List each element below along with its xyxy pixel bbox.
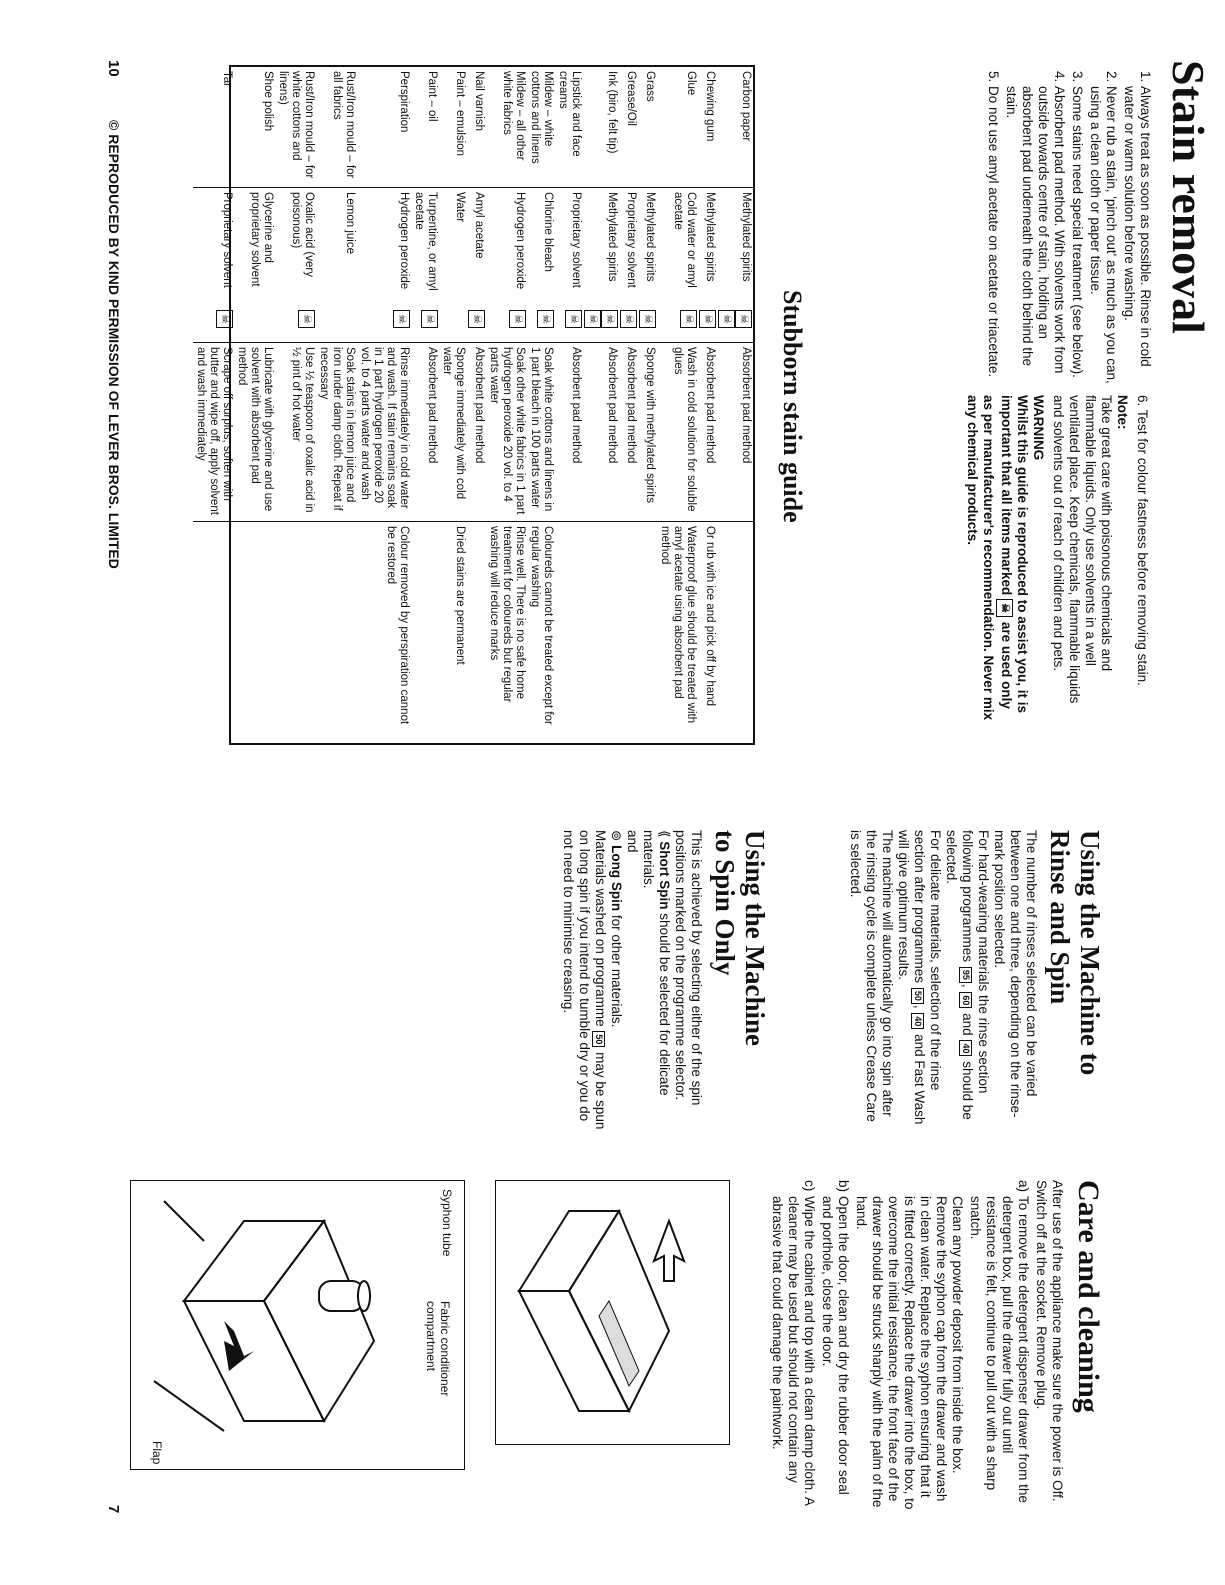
poison-skull-icon: ☠ xyxy=(537,310,554,328)
poison-skull-icon: ☠ xyxy=(421,310,438,328)
care-text: To remove the detergent dispenser drawer from the detergent box, pull the drawer fully out until resistance is felt, continue to pull out with a sharp snatch. xyxy=(968,1196,1031,1503)
poison-skull-icon: ☠ xyxy=(216,310,233,328)
stain-cell: Shoe polish xyxy=(234,67,275,188)
hazard-cell xyxy=(275,308,316,343)
stain-removal-section xyxy=(1163,60,1213,760)
note-cell xyxy=(619,522,638,744)
stain-cell: Perspiration xyxy=(357,67,411,188)
prog-60-icon: 60 xyxy=(959,992,972,1008)
note-cell xyxy=(275,522,316,744)
hazard-cell xyxy=(657,308,698,343)
prog-50-icon: 50 xyxy=(592,1031,605,1047)
hazard-cell xyxy=(193,308,234,343)
hazard-cell xyxy=(411,308,439,343)
stain-cell: Lipstick and face creams xyxy=(555,67,583,188)
poison-skull-icon: ☠ xyxy=(680,310,697,328)
method-cell: Wash in cold solution for soluble glues xyxy=(657,343,698,522)
stain-cell: Paint – oil xyxy=(411,67,439,188)
page-number-left: 10 xyxy=(105,60,122,77)
hazard-cell xyxy=(638,308,657,343)
spin-and: and xyxy=(625,830,640,853)
poison-skull-icon: ☠ xyxy=(468,310,485,328)
prog-95-icon: 95 xyxy=(959,967,972,983)
table-row xyxy=(619,67,638,743)
table-row xyxy=(411,67,439,743)
list-item: 2. Never rub a stain, 'pinch out' as much as you can, using a clean cloth or paper tissue. xyxy=(1087,86,1119,386)
rinse-spin-section: Using the Machine to Rinse and Spin The number of rinses selected can be varied between one and three, depending on the rinse-mark position selected. For hard-wearing materials the rinse section following programmes 95, 60 and 40 should be selected. For delicate materials, selection of the rinse section after programmes 50, 40 and Fast Wash will give optimum results. The machine will automatically go into spin after the rinsing cycle is complete unless Crease Care is selected. xyxy=(847,830,1105,1130)
page-number-right: 7 xyxy=(105,1505,122,1514)
note-cell: Dried stains are permanent xyxy=(454,526,466,665)
care-text: Clean any powder deposit from inside the box. Remove the syphon cap from the drawer and wash in clean water. Replace the syphon ensuring that it is fitted correctly. Replace the drawer into the box, to overcome the initial resistance, the front face of the drawer should be struck sharply with the palm of the hand. xyxy=(854,1196,965,1510)
method-cell: Sponge with methylated spirits xyxy=(638,343,657,522)
method-cell: Sponge immediately with cold water xyxy=(439,343,467,522)
stain-cell: Grass xyxy=(638,67,657,188)
table-row xyxy=(357,67,411,743)
short-spin-text: should be selected for delicate materials. xyxy=(641,830,672,1096)
hazard-cell xyxy=(583,308,619,343)
stain-cell: Mildew – white cottons and linens xyxy=(527,67,555,188)
drawer-diagram xyxy=(495,1180,730,1445)
solvent-cell: Turpentine, or amyl acetate xyxy=(413,192,438,291)
stain-cell: Nail varnish xyxy=(467,67,486,188)
stain-cell: Ink (biro, felt tip) xyxy=(583,67,619,188)
table-row xyxy=(527,67,555,743)
table-row xyxy=(467,67,486,743)
care-title: Care and cleaning xyxy=(1072,1180,1105,1413)
hazard-cell xyxy=(619,308,638,343)
care-letter xyxy=(853,1180,965,1196)
method-cell: Scrape off surplus, soften with butter and wipe off, apply solvent and wash immediately xyxy=(193,343,234,522)
long-spin-text: for other materials. xyxy=(609,914,624,1028)
method-cell: Lubricate with glycerine and use solvent with absorbent pad method xyxy=(234,343,275,522)
solvent-cell: Chlorine bleach xyxy=(542,192,554,272)
hazard-cell xyxy=(234,308,275,343)
spin-only-section xyxy=(560,830,770,1130)
spin-p4b: may be spun on long spin if you intend to tumble dry or you do not need to minimise creasing. xyxy=(561,830,608,1130)
poison-skull-icon: ☠ xyxy=(735,310,752,328)
poison-skull-icon: ☠ xyxy=(620,310,637,328)
table-row xyxy=(486,67,527,743)
method-cell: Absorbent pad method xyxy=(411,343,439,522)
table-row xyxy=(275,67,316,743)
hazard-cell xyxy=(316,308,357,343)
method-cell: Absorbent pad method xyxy=(467,343,486,522)
stain-removal-title: Stain removal xyxy=(1163,60,1214,334)
poison-skull-icon: ☠ xyxy=(601,310,618,328)
stain-cell: Mildew – all other white fabrics xyxy=(486,67,527,188)
hazard-cell xyxy=(717,308,753,343)
method-cell: Absorbent pad method xyxy=(717,343,753,522)
poison-skull-icon: ☠ xyxy=(509,310,526,328)
solvent-cell: Hydrogen peroxide xyxy=(514,192,526,290)
long-spin-icon: ⊚ xyxy=(609,830,624,842)
solvent-cell: Glycerine and proprietary solvent xyxy=(249,192,274,287)
poison-skull-icon: ☠ xyxy=(996,599,1013,617)
note-cell: Coloureds cannot be treated except for regular washing xyxy=(529,526,554,725)
hazard-cell xyxy=(527,308,555,343)
stain-cell: Rust/Iron mould – for white cottons and linens) xyxy=(275,67,316,188)
stain-cell: Paint – emulsion xyxy=(439,67,467,188)
list-item: 4. Absorbent pad method. With solvents work from outside towards centre of stain, holding an absorbent pad underneath the cloth behind the stain. xyxy=(1003,86,1067,386)
stain-cell: Carbon paper xyxy=(717,67,753,188)
method-cell: Absorbent pad method xyxy=(555,343,583,522)
fabric-label: Fabric conditioner compartment xyxy=(424,1301,452,1397)
drawer-illustration xyxy=(497,1181,729,1443)
solvent-cell: Hydrogen peroxide xyxy=(398,192,410,290)
solvent-cell: Oxalic acid (very poisonous) xyxy=(290,192,315,277)
solvent-cell: Proprietary solvent xyxy=(625,192,637,288)
note-cell xyxy=(638,522,657,744)
poison-skull-icon: ☠ xyxy=(639,310,656,328)
note-text: Take great care with poisonous chemicals and flammable liquids. Only use solvents in a well ventilated place. Keep chemicals, flammable liquids and solvents out of reach of children and pets. xyxy=(1051,395,1114,704)
rinse-title-2: Rinse and Spin xyxy=(1045,830,1075,1005)
stain-cell: Rust/Iron mould – for all fabrics xyxy=(316,67,357,188)
method-cell: Soak other white fabrics in 1 part hydrogen peroxide 20 vol. to 4 parts water xyxy=(486,343,527,522)
stain-cell: Grease/Oil xyxy=(619,67,638,188)
method-cell: Absorbent pad method xyxy=(619,343,638,522)
solvent-cell: Lemon juice xyxy=(344,192,356,255)
method-cell: Absorbent pad method xyxy=(698,343,717,522)
solvent-cell: Methylated spirits xyxy=(740,192,752,282)
hazard-cell xyxy=(357,308,411,343)
care-intro: After use of the appliance make sure the power is Off. Switch off at the socket. Remove plug. xyxy=(1034,1180,1065,1502)
list-item: 1. Always treat as soon as possible. Rinse in cold water or warm solution before washing. xyxy=(1121,86,1153,386)
flap-label: Flap xyxy=(150,1441,164,1465)
spin-title-1: Using the Machine xyxy=(740,830,770,1046)
hazard-cell xyxy=(439,308,467,343)
rinse-p3a: For delicate materials, selection of the rinse section after programmes xyxy=(912,830,943,1091)
list-item: Test for colour fastness before removing stain. xyxy=(1135,409,1150,686)
warning-text: Whilst this guide is reproduced to assist you, it is important that all items marked xyxy=(999,395,1030,714)
table-row xyxy=(657,67,698,743)
table-row xyxy=(638,67,657,743)
note-cell: Colour removed by perspiration cannot be restored xyxy=(385,526,410,725)
syphon-label: Syphon tube xyxy=(440,1189,454,1257)
prog-50-icon: 50 xyxy=(911,988,924,1004)
method-cell: Rinse immediately in cold water and wash. If stain remains soak in 1 part hydrogen peroxide 20 vol. to 4 parts water and wash xyxy=(357,343,411,522)
note-cell: Waterproof glue should be treated with amyl acetate using absorbent pad method xyxy=(659,526,697,724)
poison-skull-icon: ☠ xyxy=(718,310,735,328)
note-cell xyxy=(555,522,583,744)
table-row xyxy=(439,67,467,743)
note-cell xyxy=(411,522,439,744)
list-item: 5. Do not use amyl acetate on acetate or triacetate. xyxy=(985,86,1001,386)
table-row xyxy=(698,67,717,743)
prog-40-icon: 40 xyxy=(911,1013,924,1029)
spin-p1: This is achieved by selecting either of the spin positions marked on the programme selector. xyxy=(673,830,704,1106)
stain-cell: Chewing gum xyxy=(698,67,717,188)
poison-skull-icon: ☠ xyxy=(298,310,315,328)
syphon-illustration xyxy=(132,1181,464,1468)
solvent-cell: Methylated spirits xyxy=(644,192,656,282)
long-spin-label: Long Spin xyxy=(609,845,624,912)
note-cell xyxy=(583,522,619,744)
note-cell xyxy=(316,522,357,744)
note-cell xyxy=(717,522,753,744)
note-cell: Rinse well. There is no safe home treatment for coloureds but regular washing will reduce marks xyxy=(488,526,526,703)
stain-guide-table xyxy=(195,65,755,745)
solvent-cell: Proprietary solvent xyxy=(221,192,233,288)
solvent-cell: Proprietary solvent xyxy=(570,192,582,288)
short-spin-label: Short Spin xyxy=(657,841,672,910)
rinse-p3b: and Fast Wash will give optimum results. xyxy=(896,830,927,1125)
rinse-p2a: For hard-wearing materials the rinse section following programmes xyxy=(960,830,991,1094)
stain-cell: Tar xyxy=(193,67,234,188)
care-letter: b) xyxy=(836,1180,851,1193)
poison-skull-icon: ☠ xyxy=(565,310,582,328)
table-row xyxy=(555,67,583,743)
poison-skull-icon: ☠ xyxy=(699,310,716,328)
solvent-cell: Methylated spirits xyxy=(606,192,618,282)
spin-p4a: Materials washed on programme xyxy=(593,830,608,1027)
method-cell: Use ½ teaspoon of oxalic acid in ½ pint of hot water xyxy=(275,343,316,522)
hazard-cell xyxy=(486,308,527,343)
solvent-cell: Amyl acetate xyxy=(473,192,485,259)
table-row xyxy=(234,67,275,743)
hazard-cell xyxy=(467,308,486,343)
poison-skull-icon: ☠ xyxy=(393,310,410,328)
list-item: 3. Some stains need special treatment (see below). xyxy=(1069,86,1085,386)
solvent-cell: Water xyxy=(454,192,466,223)
stain-removal-list xyxy=(983,60,1153,386)
care-text: Open the door, clean and dry the rubber door seal and porthole, close the door. xyxy=(820,1196,851,1495)
note-cell: Or rub with ice and pick off by hand xyxy=(704,526,716,707)
table-row xyxy=(583,67,619,743)
note-cell xyxy=(234,522,275,744)
solvent-cell: Methylated spirits xyxy=(704,192,716,282)
table-row xyxy=(717,67,753,743)
stain-cell: Glue xyxy=(657,67,698,188)
method-cell: Absorbent pad method xyxy=(583,343,619,522)
method-cell: Soak stains in lemon juice and iron under damp cloth. Repeat if necessary xyxy=(316,343,357,522)
and-word: and xyxy=(960,1013,975,1036)
rinse-p1: The number of rinses selected can be varied between one and three, depending on the rinse-mark position selected. xyxy=(992,830,1039,1118)
short-spin-icon: ⟪ xyxy=(657,830,672,838)
solvent-cell: Cold water or amyl acetate xyxy=(672,192,697,288)
rinse-title-1: Using the Machine to xyxy=(1075,830,1105,1076)
care-text: Wipe the cabinet and top with a clean damp cloth. A cleaner may be used but should not contain any abrasive that could damage the paintwork. xyxy=(770,1196,817,1506)
warning-label: WARNING xyxy=(1031,395,1046,461)
table-row xyxy=(193,67,234,743)
hazard-cell xyxy=(698,308,717,343)
method-cell: Soak white cottons and linens in 1 part bleach in 100 parts water xyxy=(527,343,555,522)
syphon-diagram xyxy=(130,1180,465,1470)
prog-40-icon: 40 xyxy=(959,1040,972,1056)
spin-title-2: to Spin Only xyxy=(710,830,740,976)
copyright-note: © REPRODUCED BY KIND PERMISSION OF LEVER BROS. LIMITED xyxy=(106,120,122,569)
care-letter: c) xyxy=(802,1180,817,1192)
note-cell xyxy=(193,522,234,744)
table-row xyxy=(316,67,357,743)
care-section xyxy=(769,1180,1105,1510)
rinse-p4: The machine will automatically go into spin after the rinsing cycle is complete unless Crease Care is selected. xyxy=(848,830,895,1122)
note-cell xyxy=(467,522,486,744)
poison-skull-icon: ☠ xyxy=(584,310,601,328)
care-letter: a) xyxy=(1016,1180,1031,1193)
rinse-p2b: should be selected. xyxy=(944,830,975,1120)
stain-removal-notes: 6. Test for colour fastness before removing stain. Note: Take great care with poisonous chemicals and flammable liquids. Only use solvents in a well ventilated place. Keep chemicals, flammable liquids and solvents out of reach of children and pets. WARNING Whilst this guide is reproduced to assist you, it is important that all items marked ☠ are used only as per manufacturer's recommendation. Never mix any chemical products. xyxy=(964,395,1150,725)
hazard-cell xyxy=(555,308,583,343)
note-label: Note: xyxy=(1115,395,1130,430)
guide-title: Stubborn stain guide xyxy=(778,290,807,523)
warning-text-2: are used only as per manufacturer's recommendation. Never mix any chemical products. xyxy=(965,395,1014,721)
